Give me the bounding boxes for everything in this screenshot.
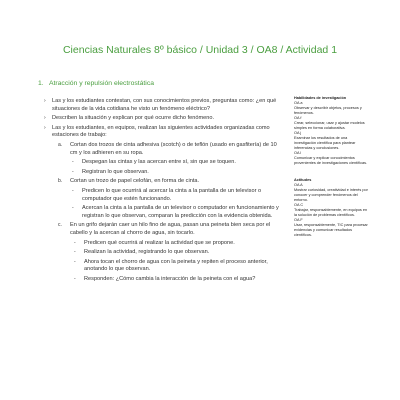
section-title [38, 80, 154, 87]
dash-marker: - [74, 239, 76, 246]
section-number: 1. [38, 80, 44, 87]
dash-marker: - [74, 258, 76, 265]
attitude-code: OA A [294, 183, 303, 187]
list-item [42, 169, 282, 177]
dash-marker: - [74, 249, 76, 256]
paragraph-1: Las y los estudiantes contestan, con sus conocimientos previos, preguntas como: ¿en qué situaciones de la vida cotidiana he visto un fenómeno eléctrico? [52, 98, 277, 112]
skill-description: Crear, seleccionar, usar y ajustar modelos simples en forma colaborativa. [294, 121, 365, 130]
skill-code: OA l [294, 151, 302, 155]
bullet-marker: › [44, 115, 46, 122]
attitude-description: Mostrar curiosidad, creatividad e interés por conocer y comprender fenómenos del entorno. [294, 188, 368, 202]
bullet-marker: › [44, 98, 46, 104]
letter-marker: b. [58, 178, 63, 185]
section-title-text: Atracción y repulsión electrostática [48, 80, 154, 87]
station-b-step-2: Acercan la cinta a la pantalla de un televisor o computador en funcionamiento y registran lo que observan, comparan la predicción con la evidencia obtenida. [82, 205, 279, 219]
station-c-step-4: Responden: ¿Cómo cambia la interacción de la peineta con el agua? [84, 275, 256, 282]
paragraph-2: Describen la situación y explican por qué ocurre dicho fenómeno. [52, 115, 215, 122]
skill-description: Comunicar y explicar conocimientos provenientes de investigaciones científicas. [294, 156, 368, 165]
list-item [42, 125, 282, 140]
station-c-step-3: Ahora tocan el chorro de agua con la peineta y repiten el proceso anterior, anotando lo que observan. [84, 258, 268, 273]
station-b [42, 178, 282, 186]
list-item [42, 205, 282, 220]
list-item [42, 240, 282, 248]
list-item [42, 159, 282, 167]
attitude-code: OA F [294, 218, 303, 222]
bullet-marker: › [44, 124, 46, 131]
paragraph-3: Las y los estudiantes, en equipos, realizan las siguientes actividades organizadas como estaciones de trabajo: [52, 124, 270, 139]
dash-marker: - [72, 187, 74, 194]
dash-marker: - [72, 159, 74, 166]
station-c-step-2: Realizan la actividad, registrando lo que observan. [84, 249, 210, 256]
skill-description: Examinar los resultados de una investigación científica para plantear inferencias y conclusiones. [294, 136, 356, 150]
station-a [42, 142, 282, 157]
station-c [42, 222, 282, 237]
station-a-text: Cortan dos trozos de cinta adhesiva (scotch) o de teflón (usado en gasfitería) de 10 cm y los adhieren en su ropa. [70, 141, 277, 156]
attitude-code: OA C [294, 203, 304, 207]
dash-marker: - [72, 168, 74, 175]
list-item [42, 188, 282, 203]
list-item [42, 98, 282, 113]
station-a-step-1: Despegan las cintas y las acercan entre sí, sin que se toquen. [82, 159, 236, 166]
station-c-step-1: Predicen qué ocurrirá al realizar la actividad que se propone. [84, 239, 235, 246]
page-title: Ciencias Naturales 8º básico / Unidad 3 / OA8 / Actividad 1 [62, 44, 338, 56]
sidebar-heading-attitudes: Actitudes [294, 178, 312, 182]
station-c-text: En un grifo dejarán caer un hilo fino de agua, pasan una peineta bien seca por el cabello y la acercan al chorro de agua, sin tocarlo. [70, 222, 271, 236]
skill-code: OA a [294, 101, 303, 105]
skill-code: OA f [294, 116, 302, 120]
activity-body [42, 98, 282, 285]
station-b-step-1: Predicen lo que ocurrirá al acercar la cinta a la pantalla de un televisor o computador que estén funcionando. [82, 187, 262, 202]
attitude-description: Trabajar, responsablemente, en equipos en la solución de problemas científicos. [294, 208, 368, 217]
station-a-step-2: Registran lo que observan. [82, 168, 149, 175]
skills-sidebar [294, 96, 370, 238]
dash-marker: - [74, 275, 76, 282]
sidebar-heading-skills: Habilidades de investigación [294, 96, 347, 100]
letter-marker: c. [58, 222, 62, 229]
list-item [42, 276, 282, 284]
list-item [42, 115, 282, 123]
skill-description: Observar y describir objetos, procesos y fenómenos. [294, 106, 362, 115]
attitude-description: Usar, responsablemente, TIC para procesar evidencias y comunicar resultados científicos. [294, 223, 368, 237]
list-item [42, 249, 282, 257]
list-item [42, 259, 282, 274]
station-b-text: Cortan un trozo de papel celofán, en forma de cinta. [70, 178, 200, 185]
letter-marker: a. [58, 141, 63, 148]
skill-code: OA j [294, 131, 302, 135]
dash-marker: - [72, 205, 74, 212]
